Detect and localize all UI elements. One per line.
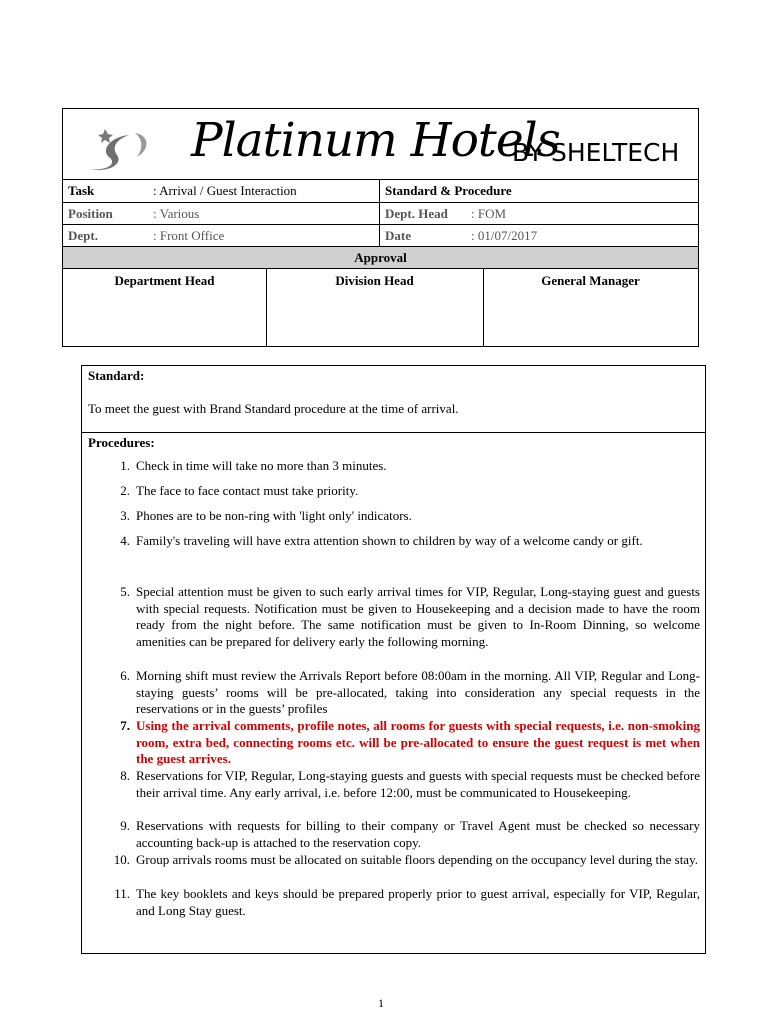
position-row [63, 202, 698, 224]
swirl-logo-icon [77, 123, 157, 177]
approval-signatures [63, 268, 698, 346]
task-value: : Arrival / Guest Interaction [153, 183, 297, 198]
task-label: Task [68, 183, 95, 198]
approval-bar [63, 246, 698, 268]
brand-byline: BY SHELTECH [512, 138, 680, 167]
dept-head-value: : FOM [471, 206, 507, 221]
dept-row [63, 224, 698, 246]
position-label: Position [68, 206, 113, 221]
header-table [62, 108, 699, 347]
logo-banner [63, 109, 698, 179]
section-divider [82, 432, 705, 433]
approval-col-division-head: Division Head [335, 273, 414, 288]
dept-value: : Front Office [153, 228, 225, 243]
task-row [63, 179, 698, 202]
dept-label: Dept. [68, 228, 98, 243]
date-label: Date [385, 228, 411, 243]
brand-name: Platinum Hotels [191, 113, 560, 168]
standard-heading: Standard: [88, 368, 145, 383]
position-value: : Various [153, 206, 200, 221]
standard-procedure-box: Standard: To meet the guest with Brand Standard procedure at the time of arrival. Procedures: 1. Check in time will take no more than 3 minutes. 2. The face to face contact must take priority. 3. Phones are to be non-ring with 'light only' indicators. 4. Family's traveling will have extra attention shown to children by way of a welcome candy or gift. 5. Special attention must be given to such early arrival times for VIP, Regular, Long-staying guest and guests with special requests. Notification must be given to Housekeeping and a decision made to have the room ready from the night before. The same notification must be given to In-Room Dinning, so welcome amenities can be prepared for delivery early the following morning. 6. Morning shift must review the Arrivals Report before 08:00am in the morning. All VIP, Regular and Long-staying guests’ rooms will be pre-allocated, taking into consideration any special requests in the reservations or in the guests’ profiles 7. Using the arrival comments, profile notes, all rooms for guests with special requests, i.e. non-smoking room, extra bed, connecting rooms etc. will be pre-allocated to ensure the guest request is met when the guest arrives. 8. Reservations for VIP, Regular, Long-staying guests and guests with special requests must be checked before their arrival time. Any early arrival, i.e. before 12:00, must be communicated to Housekeeping. 9. Reservations with requests for billing to their company or Travel Agent must be checked so necessary accounting back-up is attached to the reservation copy. 10. Group arrivals rooms must be allocated on suitable floors depending on the occupancy level during the stay. 11. The key booklets and keys should be prepared properly prior to guest arrival, especially for VIP, Regular, and Long Stay guest. [81, 365, 706, 954]
page-number: 1 [378, 996, 384, 1010]
procedures-heading: Procedures: [88, 435, 155, 450]
approval-label: Approval [354, 250, 407, 265]
standard-procedure-label: Standard & Procedure [385, 183, 512, 198]
standard-text: To meet the guest with Brand Standard procedure at the time of arrival. [88, 401, 459, 416]
approval-col-general-manager: General Manager [541, 273, 640, 288]
dept-head-label: Dept. Head [385, 206, 448, 221]
approval-col-department-head: Department Head [114, 273, 215, 288]
date-value: : 01/07/2017 [471, 228, 538, 243]
